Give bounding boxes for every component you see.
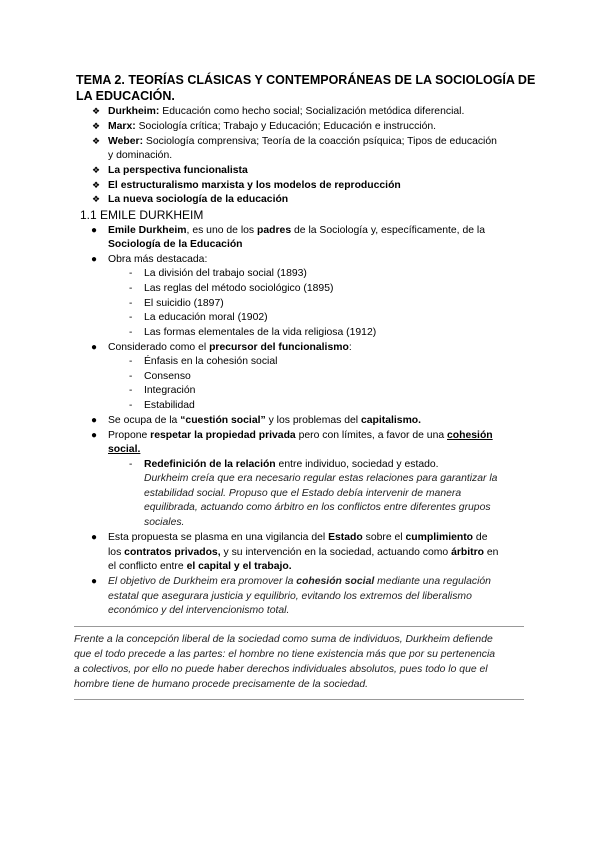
explanation-line: estabilidad social. Propuso que el Estado debía intervenir de manera (144, 488, 462, 499)
bullet-vigilancia-estado: Esta propuesta se plasma en una vigilancia del Estado sobre el cumplimiento de (108, 532, 488, 543)
dash-bullet-icon: - (129, 371, 133, 382)
diamond-bullet-icon: ❖ (92, 180, 101, 190)
list-item: Énfasis en la cohesión social (144, 356, 278, 367)
bullet-propiedad-privada: Propone respetar la propiedad privada pero con límites, a favor de una cohesión (108, 430, 493, 441)
dash-bullet-icon: - (129, 283, 133, 294)
filled-circle-bullet-icon: ● (91, 430, 98, 441)
bullet-funcionalismo: Considerado como el precursor del funcionalismo: (108, 342, 352, 353)
bullet-durkheim-intro: Emile Durkheim, es uno de los padres de la Sociología y, específicamente, de la (108, 225, 485, 236)
list-item: La nueva sociología de la educación (108, 194, 289, 205)
list-item: Las reglas del método sociológico (1895) (144, 283, 334, 294)
bullet-durkheim-intro-line2: Sociología de la Educación (108, 239, 243, 250)
page-title: TEMA 2. TEORÍAS CLÁSICAS Y CONTEMPORÁNEAS DE LA SOCIOLOGÍA DE LA EDUCACIÓN. (76, 73, 536, 103)
dash-bullet-icon: - (129, 298, 133, 309)
dash-bullet-icon: - (129, 356, 133, 367)
list-item: Marx: Sociología crítica; Trabajo y Educación; Educación e instrucción. (108, 121, 437, 132)
list-item: El estructuralismo marxista y los modelos de reproducción (108, 180, 401, 191)
filled-circle-bullet-icon: ● (91, 576, 98, 587)
divider-bottom (74, 699, 524, 700)
filled-circle-bullet-icon: ● (91, 532, 98, 543)
list-item: Durkheim: Educación como hecho social; Socialización metódica diferencial. (108, 106, 465, 117)
diamond-bullet-icon: ❖ (92, 136, 101, 146)
sub-bullet-redefinicion: Redefinición de la relación entre individuo, sociedad y estado. (144, 459, 439, 470)
bullet-objetivo-line2: estatal que asegurara justicia y equilibrio, evitando los extremos del liberalismo (108, 591, 472, 602)
bullet-vigilancia-estado-line2: los contratos privados, y su intervención en la sociedad, actuando como árbitro en (108, 547, 499, 558)
section-heading: 1.1 EMILE DURKHEIM (80, 208, 204, 222)
diamond-bullet-icon: ❖ (92, 106, 101, 116)
bullet-propiedad-privada-line2: social. (108, 444, 141, 455)
bullet-objetivo-line3: económico y del intervencionismo total. (108, 605, 290, 616)
explanation-line: Durkheim creía que era necesario regular estas relaciones para garantizar la (144, 473, 498, 484)
diamond-bullet-icon: ❖ (92, 165, 101, 175)
filled-circle-bullet-icon: ● (91, 415, 98, 426)
list-item: Consenso (144, 371, 191, 382)
list-item: La perspectiva funcionalista (108, 165, 248, 176)
filled-circle-bullet-icon: ● (91, 342, 98, 353)
quote-line: a colectivos, por ello no puede haber derechos individuales absolutos, pues todo lo que el (74, 664, 488, 675)
quote-line: que el todo precede a las partes: el hombre no tiene existencia más que por su pertenencia (74, 649, 496, 660)
list-item: El suicidio (1897) (144, 298, 224, 309)
filled-circle-bullet-icon: ● (91, 225, 98, 236)
list-item-continuation: y dominación. (108, 150, 173, 161)
list-item: Integración (144, 385, 196, 396)
dash-bullet-icon: - (129, 385, 133, 396)
explanation-line: sociales. (144, 517, 185, 528)
bullet-obra-label: Obra más destacada: (108, 254, 208, 265)
divider-top (74, 626, 524, 627)
list-item: Las formas elementales de la vida religiosa (1912) (144, 327, 377, 338)
diamond-bullet-icon: ❖ (92, 194, 101, 204)
list-item: Estabilidad (144, 400, 195, 411)
list-item: La educación moral (1902) (144, 312, 268, 323)
bullet-vigilancia-estado-line3: el conflicto entre el capital y el trabajo. (108, 561, 292, 572)
dash-bullet-icon: - (129, 312, 133, 323)
explanation-line: equilibrada, actuando como árbitro en los conflictos entre diferentes grupos (144, 502, 491, 513)
dash-bullet-icon: - (129, 268, 133, 279)
dash-bullet-icon: - (129, 400, 133, 411)
filled-circle-bullet-icon: ● (91, 254, 98, 265)
list-item: Weber: Sociología comprensiva; Teoría de la coacción psíquica; Tipos de educación (108, 136, 497, 147)
quote-line: hombre tiene de humano procede precisamente de la sociedad. (74, 679, 369, 690)
list-item: La división del trabajo social (1893) (144, 268, 307, 279)
dash-bullet-icon: - (129, 327, 133, 338)
bullet-objetivo: El objetivo de Durkheim era promover la cohesión social mediante una regulación (108, 576, 491, 587)
quote-line: Frente a la concepción liberal de la sociedad como suma de individuos, Durkheim defiende (74, 634, 493, 645)
dash-bullet-icon: - (129, 459, 133, 470)
diamond-bullet-icon: ❖ (92, 121, 101, 131)
bullet-cuestion-social: Se ocupa de la “cuestión social” y los problemas del capitalismo. (108, 415, 422, 426)
